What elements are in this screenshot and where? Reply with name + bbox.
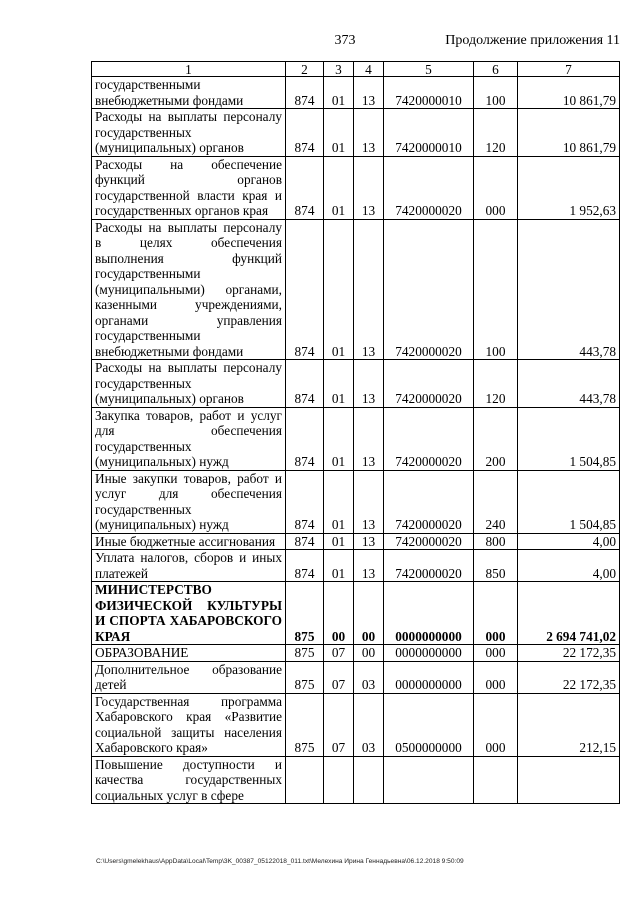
column-header: 7	[518, 62, 620, 77]
amount-cell: 212,15	[518, 693, 620, 756]
subsection-cell: 13	[354, 109, 384, 157]
table-row	[92, 219, 620, 360]
table-row	[92, 407, 620, 470]
section-cell	[324, 756, 354, 804]
row-name-cell: Повышение доступности и качества государственных социальных услуг в сфере	[92, 756, 286, 804]
row-name-cell: Расходы на выплаты персоналу государственных (муниципальных) органов	[92, 109, 286, 157]
subsection-cell: 03	[354, 661, 384, 693]
budget-table	[91, 61, 620, 804]
table-row	[92, 661, 620, 693]
section-cell: 00	[324, 582, 354, 645]
row-name-cell: Расходы на обеспечение функций органов государственной власти края и государственных органов края	[92, 156, 286, 219]
section-cell: 01	[324, 407, 354, 470]
row-name-cell: Иные закупки товаров, работ и услуг для обеспечения государственных (муниципальных) нужд	[92, 470, 286, 533]
table-row	[92, 109, 620, 157]
column-header: 1	[92, 62, 286, 77]
subsection-cell: 03	[354, 693, 384, 756]
row-name-cell: ОБРАЗОВАНИЕ	[92, 645, 286, 662]
target-article-cell: 7420000020	[384, 407, 474, 470]
section-cell: 01	[324, 470, 354, 533]
section-cell: 01	[324, 156, 354, 219]
admin-code-cell: 874	[286, 533, 324, 550]
expense-type-cell: 000	[474, 156, 518, 219]
section-cell: 07	[324, 693, 354, 756]
table-row	[92, 550, 620, 582]
admin-code-cell: 874	[286, 470, 324, 533]
expense-type-cell: 100	[474, 77, 518, 109]
admin-code-cell: 874	[286, 219, 324, 360]
row-name-cell: Иные бюджетные ассигнования	[92, 533, 286, 550]
admin-code-cell: 874	[286, 77, 324, 109]
target-article-cell: 0000000000	[384, 661, 474, 693]
table-row	[92, 582, 620, 645]
continuation-label: Продолжение приложения 11	[445, 33, 620, 48]
file-path-footer: C:\Users\gmelekhaus\AppData\Local\Temp\3K_00387_05122018_011.txt\Мелехина Ирина Геннадьевна\06.12.2018 9:50:09	[96, 858, 464, 865]
column-header: 3	[324, 62, 354, 77]
section-cell: 01	[324, 550, 354, 582]
admin-code-cell: 874	[286, 407, 324, 470]
subsection-cell: 13	[354, 77, 384, 109]
section-cell: 01	[324, 77, 354, 109]
row-name-cell: МИНИСТЕРСТВО ФИЗИЧЕСКОЙ КУЛЬТУРЫ И СПОРТА ХАБАРОВСКОГО КРАЯ	[92, 582, 286, 645]
admin-code-cell: 874	[286, 109, 324, 157]
section-cell: 07	[324, 661, 354, 693]
table-row	[92, 156, 620, 219]
expense-type-cell: 800	[474, 533, 518, 550]
subsection-cell: 00	[354, 645, 384, 662]
expense-type-cell: 120	[474, 360, 518, 408]
target-article-cell: 7420000020	[384, 360, 474, 408]
section-cell: 01	[324, 219, 354, 360]
amount-cell: 22 172,35	[518, 645, 620, 662]
subsection-cell: 13	[354, 156, 384, 219]
admin-code-cell: 874	[286, 156, 324, 219]
amount-cell: 4,00	[518, 550, 620, 582]
table-row	[92, 470, 620, 533]
section-cell: 01	[324, 109, 354, 157]
target-article-cell: 7420000020	[384, 550, 474, 582]
expense-type-cell: 000	[474, 661, 518, 693]
target-article-cell: 7420000010	[384, 77, 474, 109]
admin-code-cell: 875	[286, 693, 324, 756]
table-row	[92, 360, 620, 408]
row-name-cell: Дополнительное образование детей	[92, 661, 286, 693]
expense-type-cell: 120	[474, 109, 518, 157]
column-header: 5	[384, 62, 474, 77]
subsection-cell: 13	[354, 550, 384, 582]
row-name-cell: Расходы на выплаты персоналу в целях обеспечения выполнения функций государственными (муниципальными) органами, казенными учреждениями, органами управления государственными внебюджетными фондами	[92, 219, 286, 360]
target-article-cell: 7420000010	[384, 109, 474, 157]
subsection-cell: 13	[354, 219, 384, 360]
admin-code-cell: 875	[286, 645, 324, 662]
subsection-cell: 13	[354, 407, 384, 470]
subsection-cell: 13	[354, 470, 384, 533]
admin-code-cell	[286, 756, 324, 804]
subsection-cell: 13	[354, 533, 384, 550]
amount-cell: 2 694 741,02	[518, 582, 620, 645]
table-row	[92, 77, 620, 109]
row-name-cell: Закупка товаров, работ и услуг для обеспечения государственных (муниципальных) нужд	[92, 407, 286, 470]
amount-cell: 10 861,79	[518, 77, 620, 109]
amount-cell: 22 172,35	[518, 661, 620, 693]
section-cell: 07	[324, 645, 354, 662]
section-cell: 01	[324, 533, 354, 550]
target-article-cell: 7420000020	[384, 156, 474, 219]
expense-type-cell: 100	[474, 219, 518, 360]
amount-cell: 443,78	[518, 360, 620, 408]
page-number: 373	[334, 33, 356, 48]
row-name-cell: Расходы на выплаты персоналу государственных (муниципальных) органов	[92, 360, 286, 408]
target-article-cell: 0000000000	[384, 645, 474, 662]
amount-cell: 443,78	[518, 219, 620, 360]
target-article-cell: 0500000000	[384, 693, 474, 756]
amount-cell: 1 504,85	[518, 407, 620, 470]
row-name-cell: Уплата налогов, сборов и иных платежей	[92, 550, 286, 582]
table-row	[92, 756, 620, 804]
expense-type-cell: 000	[474, 582, 518, 645]
table-row	[92, 533, 620, 550]
amount-cell: 1 952,63	[518, 156, 620, 219]
target-article-cell: 7420000020	[384, 533, 474, 550]
expense-type-cell: 000	[474, 693, 518, 756]
subsection-cell	[354, 756, 384, 804]
column-header: 6	[474, 62, 518, 77]
admin-code-cell: 875	[286, 661, 324, 693]
expense-type-cell: 200	[474, 407, 518, 470]
amount-cell: 10 861,79	[518, 109, 620, 157]
target-article-cell: 7420000020	[384, 470, 474, 533]
column-number-row	[92, 62, 620, 77]
row-name-cell: Государственная программа Хабаровского края «Развитие социальной защиты населения Хабаровского края»	[92, 693, 286, 756]
amount-cell	[518, 756, 620, 804]
section-cell: 01	[324, 360, 354, 408]
target-article-cell	[384, 756, 474, 804]
admin-code-cell: 874	[286, 550, 324, 582]
column-header: 2	[286, 62, 324, 77]
expense-type-cell: 240	[474, 470, 518, 533]
target-article-cell: 7420000020	[384, 219, 474, 360]
table-row	[92, 645, 620, 662]
expense-type-cell: 000	[474, 645, 518, 662]
column-header: 4	[354, 62, 384, 77]
subsection-cell: 13	[354, 360, 384, 408]
admin-code-cell: 874	[286, 360, 324, 408]
target-article-cell: 0000000000	[384, 582, 474, 645]
amount-cell: 4,00	[518, 533, 620, 550]
amount-cell: 1 504,85	[518, 470, 620, 533]
subsection-cell: 00	[354, 582, 384, 645]
table-row	[92, 693, 620, 756]
row-name-cell: государственными внебюджетными фондами	[92, 77, 286, 109]
expense-type-cell	[474, 756, 518, 804]
admin-code-cell: 875	[286, 582, 324, 645]
expense-type-cell: 850	[474, 550, 518, 582]
